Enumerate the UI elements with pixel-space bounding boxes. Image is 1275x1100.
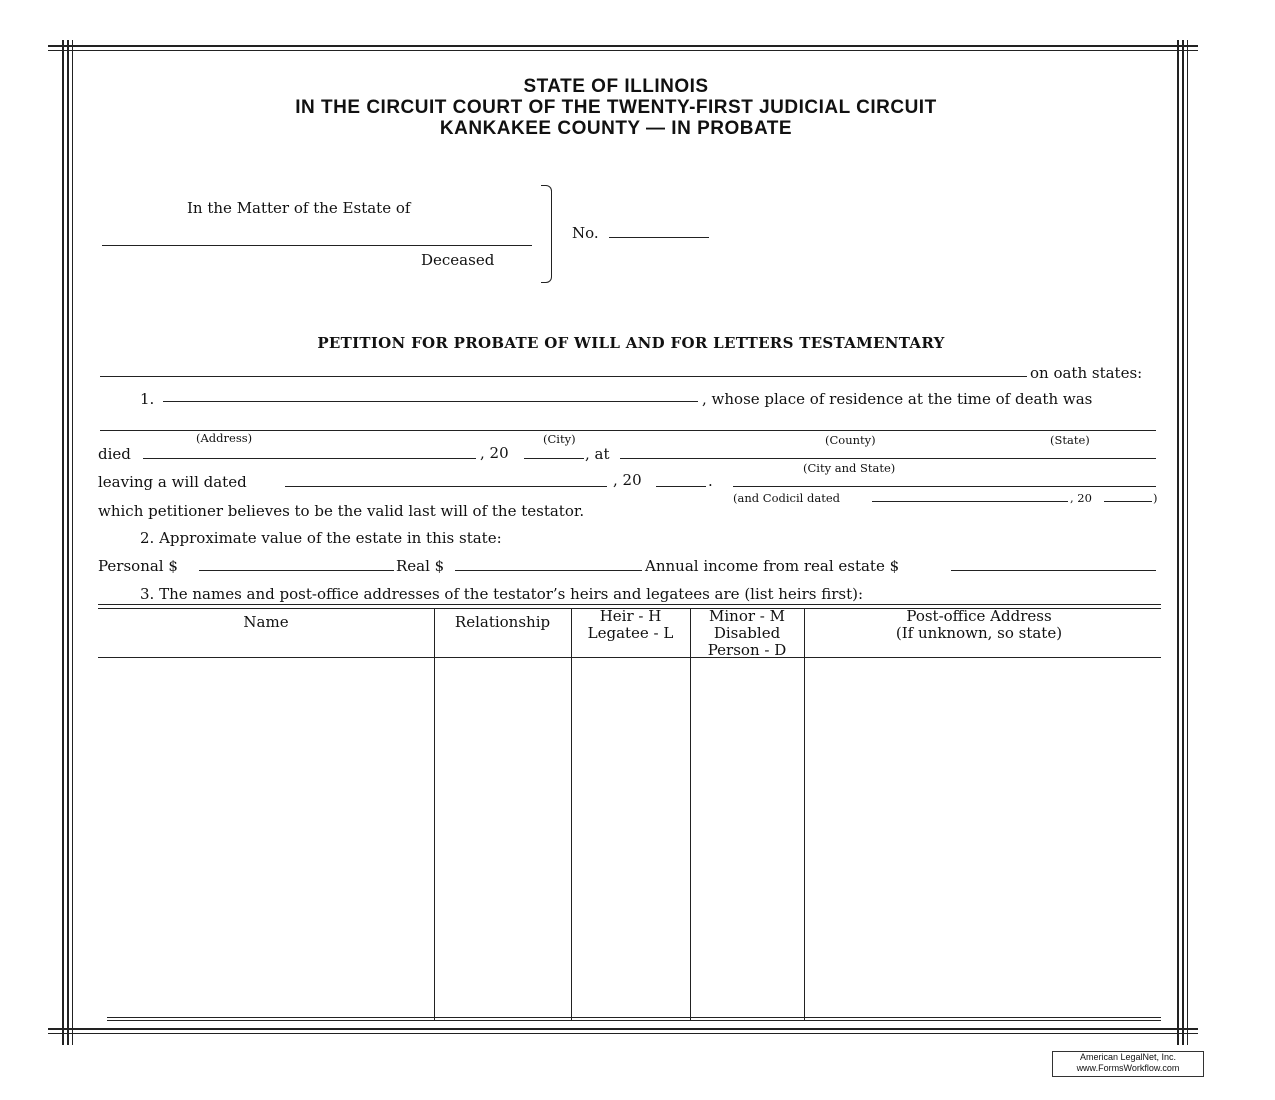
header-state: STATE OF ILLINOIS <box>523 76 709 97</box>
case-number-field[interactable] <box>609 237 709 238</box>
col-minor-header-1: Minor - M <box>709 607 785 625</box>
publisher-company: American LegalNet, Inc. <box>1079 1052 1177 1062</box>
annual-income-field[interactable] <box>951 570 1156 571</box>
col-relationship-header: Relationship <box>454 613 551 631</box>
codicil-year-field[interactable] <box>1104 501 1152 502</box>
codicil-open: (and Codicil dated <box>733 491 840 505</box>
col-address-header-1: Post-office Address <box>906 607 1052 625</box>
header-court: IN THE CIRCUIT COURT OF THE TWENTY-FIRST JUDICIAL CIRCUIT <box>295 97 937 118</box>
publisher-website: www.FormsWorkflow.com <box>1076 1063 1180 1073</box>
death-year-field[interactable] <box>524 458 584 459</box>
died-label: died <box>98 445 131 463</box>
col-heir-header-2: Legatee - L <box>587 624 674 642</box>
death-date-field[interactable] <box>143 458 476 459</box>
address-caption: (Address) <box>196 431 253 445</box>
died-year-prefix: , 20 <box>480 444 509 462</box>
form-title: PETITION FOR PROBATE OF WILL AND FOR LETTERS TESTAMENTARY <box>317 334 945 352</box>
execution-place-field[interactable] <box>733 486 1156 487</box>
col-heir-header-1: Heir - H <box>599 607 662 625</box>
oath-text: on oath states: <box>1030 364 1143 382</box>
estate-matter-label: In the Matter of the Estate of <box>187 199 411 217</box>
publisher-stamp <box>1052 1051 1204 1077</box>
real-label: Real $ <box>396 557 445 575</box>
personal-label: Personal $ <box>98 557 178 575</box>
residence-field[interactable] <box>100 430 1156 431</box>
will-year-field[interactable] <box>656 486 706 487</box>
decedent-field[interactable] <box>163 401 698 402</box>
case-number-label: No. <box>572 224 599 242</box>
valid-will-text: which petitioner believes to be the valid last will of the testator. <box>98 502 585 520</box>
petitioner-name-field[interactable] <box>100 376 1027 377</box>
personal-value-field[interactable] <box>199 570 394 571</box>
death-place-field[interactable] <box>620 458 1156 459</box>
col-minor-header-3: Person - D <box>707 641 787 659</box>
decedent-name-field[interactable] <box>102 245 532 246</box>
item2-text: 2. Approximate value of the estate in this state: <box>140 529 502 547</box>
codicil-year-prefix: , 20 <box>1070 491 1092 505</box>
will-date-field[interactable] <box>285 486 607 487</box>
state-caption: (State) <box>1050 433 1090 447</box>
header-county: KANKAKEE COUNTY — IN PROBATE <box>439 118 793 139</box>
item1-number: 1. <box>140 390 155 408</box>
city-caption: (City) <box>543 432 576 446</box>
will-year-prefix: , 20 <box>613 471 642 489</box>
caption-bracket <box>541 185 552 283</box>
residence-text: , whose place of residence at the time of death was <box>702 390 1093 408</box>
codicil-date-field[interactable] <box>872 501 1068 502</box>
codicil-close: ) <box>1153 491 1158 505</box>
county-caption: (County) <box>825 433 876 447</box>
col-address-header-2: (If unknown, so state) <box>895 624 1063 642</box>
real-value-field[interactable] <box>455 570 642 571</box>
col-name-header: Name <box>243 613 289 631</box>
col-minor-header-2: Disabled <box>713 624 781 642</box>
deceased-label: Deceased <box>421 251 495 269</box>
annual-income-label: Annual income from real estate $ <box>645 557 900 575</box>
item3-text: 3. The names and post-office addresses of the testator’s heirs and legatees are (list heirs first): <box>140 585 864 603</box>
will-dated-label: leaving a will dated <box>98 473 247 491</box>
will-period: . <box>708 472 713 490</box>
city-state-caption: (City and State) <box>803 461 896 475</box>
died-at-label: , at <box>585 445 610 463</box>
